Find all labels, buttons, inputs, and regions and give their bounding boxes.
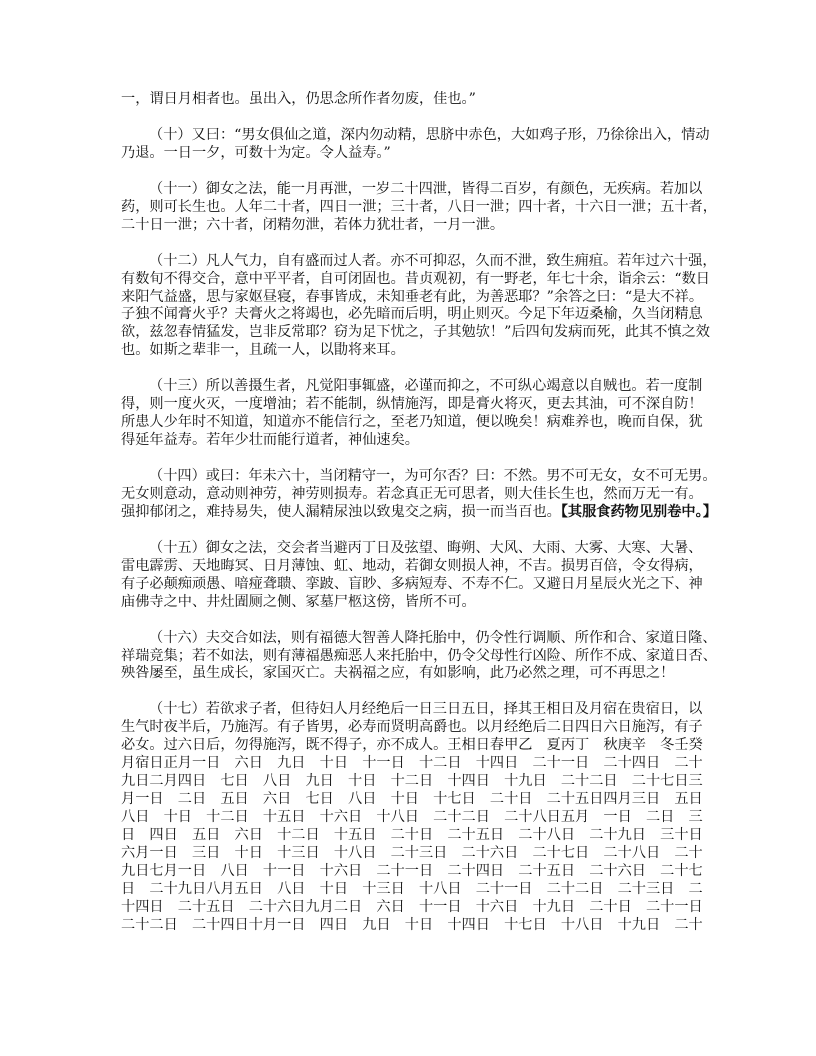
text-line bbox=[121, 324, 710, 342]
line-text: （十四）或曰：年未六十，当闭精守一，为可尔否？曰：不然。男不可无女，女不可无男。 bbox=[149, 468, 717, 484]
line-text: 得，则一度火灭，一度增油；若不能制，纵情施泻，即是膏火将灭，更去其油，可不深自防！ bbox=[121, 396, 703, 413]
line-text: 庙佛寺之中、井灶圊厕之侧、冢墓尸柩这傍，皆所不可。 bbox=[121, 593, 476, 610]
paragraph bbox=[121, 378, 703, 450]
text-line bbox=[121, 575, 703, 594]
line-text: 雷电霹雳、天地晦冥、日月薄蚀、虹、地动，若御女则损人神，不吉。损男百倍，令女得病， bbox=[121, 557, 703, 574]
line-text: 八日 十日 十二日 十五日 十六日 十八日 二十二日 二十八日五月 一日 二日 三 bbox=[121, 809, 703, 825]
line-text: 十四日 二十五日 二十六日九月二日 六日 十一日 十六日 十九日 二十日 二十一日 bbox=[121, 898, 703, 915]
line-text: 无女则意动，意动则神劳，神劳则损寿。若念真正无可思者，则大佳长生也，然而万无一有。 bbox=[121, 485, 703, 502]
line-text: 日 二十九日八月五日 八日 十日 十三日 十八日 二十一日 二十二日 二十三日 二 bbox=[121, 880, 703, 897]
line-text: 六月一日 三日 十日 十三日 十八日 二十三日 二十六日 二十七日 二十八日 二十 bbox=[121, 844, 703, 861]
document-page bbox=[121, 91, 717, 935]
text-line bbox=[121, 414, 703, 432]
line-text: 月一日 二日 五日 六日 七日 八日 十日 十七日 二十日 二十五日四月三日 五日 bbox=[121, 791, 703, 808]
line-text: 月宿日正月一日 六日 九日 十日 十一日 十二日 十四日 二十一日 二十四日 二十 bbox=[121, 755, 703, 772]
text-line bbox=[121, 378, 703, 396]
line-text: 二十日一泄；六十者，闭精勿泄，若体力犹壮者，一月一泄。 bbox=[121, 216, 505, 233]
text-line bbox=[121, 755, 703, 773]
line-text: （十五）御女之法，交会者当避丙丁日及弦望、晦朔、大风、大雨、大雾、大寒、大暑、 bbox=[149, 539, 703, 556]
text-line bbox=[121, 252, 717, 271]
line-text: 也。如斯之辈非一，且疏一人，以勖将来耳。 bbox=[121, 342, 405, 359]
text-line bbox=[121, 396, 703, 414]
line-text: （十三）所以善摄生者，凡觉阳事辄盛，必谨而抑之，不可纵心竭意以自贼也。若一度制 bbox=[149, 378, 703, 395]
text-line bbox=[121, 180, 703, 199]
line-text: 九日七月一日 八日 十一日 十六日 二十一日 二十四日 二十五日 二十六日 二十七 bbox=[121, 862, 703, 879]
continuation-paragraph bbox=[121, 91, 697, 109]
text-line bbox=[121, 306, 703, 324]
line-text: 子独不闻膏火乎？夫膏火之将竭也，必先暗而后明，明止则灭。今足下年迈桑榆，久当闭精息 bbox=[121, 306, 703, 323]
line-text: 殃咎屡至，虽生成长，家国灭亡。夫祸福之应，有如影响，此乃必然之理，可不再思之！ bbox=[121, 665, 675, 682]
line-text: 强抑郁闭之，难持易失，使人漏精尿浊以致鬼交之病，损一而当百也。 bbox=[121, 503, 561, 520]
text-line bbox=[121, 594, 697, 612]
line-text: 日 四日 五日 六日 十二日 十五日 二十日 二十五日 二十八日 二十九日 三十日 bbox=[121, 826, 703, 843]
text-line bbox=[121, 826, 703, 845]
text-line bbox=[121, 665, 697, 683]
text-line bbox=[121, 468, 717, 486]
bracket-note: 【其服食药物见别卷中。】 bbox=[560, 503, 717, 520]
text-line bbox=[121, 485, 703, 504]
paragraph bbox=[121, 126, 710, 163]
text-line bbox=[121, 898, 703, 917]
text-line bbox=[121, 880, 703, 899]
text-line bbox=[121, 557, 703, 576]
text-line bbox=[121, 145, 697, 163]
paragraph bbox=[121, 539, 703, 612]
line-text: 来阳气益盛，思与家妪昼寝，春事皆成，未知垂老有此，为善恶耶？”余答之曰：“是大不祥。 bbox=[121, 288, 704, 305]
text-line bbox=[121, 844, 703, 863]
line-text: 欲，兹忽春情猛发，岂非反常耶？窃为足下忧之，子其勉欤！”后四旬发病而死，此其不慎之效 bbox=[121, 324, 710, 341]
line-text: 所患人少年时不知道，知道亦不能信行之，至老乃知道，便以晚矣！病难养也，晚而自保，犹 bbox=[121, 414, 703, 431]
line-text: 乃退。一日一夕，可数十为定。令人益寿。” bbox=[121, 144, 391, 161]
text-line bbox=[121, 503, 717, 522]
text-line bbox=[121, 629, 717, 648]
text-line bbox=[121, 217, 697, 235]
line-text: 二十二日 二十四日十月一日 四日 九日 十日 十四日 十七日 十八日 十九日 二十 bbox=[121, 916, 703, 933]
line-text: （十一）御女之法，能一月再泄，一岁二十四泄，皆得二百岁，有颜色，无疾病。若加以 bbox=[149, 180, 703, 197]
line-text: （十七）若欲求子者，但待妇人月经绝后一日三日五日，择其王相日及月宿在贵宿日，以 bbox=[149, 701, 703, 718]
paragraph bbox=[121, 468, 717, 522]
text-line bbox=[121, 270, 710, 289]
text-line bbox=[121, 432, 697, 450]
line-text: （十二）凡人气力，自有盛而过人者。亦不可抑忍，久而不泄，致生痈疽。若年过六十强， bbox=[149, 252, 717, 269]
paragraph bbox=[121, 180, 717, 235]
text-line bbox=[121, 809, 703, 827]
text-line bbox=[121, 539, 703, 558]
line-text: 祥瑞竞集；若不如法，则有薄福愚痴恶人来托胎中，仍令父母性行凶险、所作不成、家道日否、 bbox=[121, 647, 717, 664]
line-text: 九日二月四日 七日 八日 九日 十日 十二日 十四日 十九日 二十二日 二十七日三 bbox=[121, 773, 703, 790]
line-text: 有子必颠痴顽愚、喑痖聋聩、挛跛、盲眇、多病短寿、不寿不仁。又避日月星辰火光之下、神 bbox=[121, 575, 703, 592]
line-text: （十）又曰：“男女俱仙之道，深内勿动精，思脐中赤色，大如鸡子形，乃徐徐出入，情动 bbox=[149, 126, 710, 143]
paragraph bbox=[121, 701, 703, 934]
line-text: 药，则可长生也。人年二十者，四日一泄；三十者，八日一泄；四十者，十六日一泄；五十者， bbox=[121, 198, 717, 215]
text-line bbox=[121, 916, 703, 935]
text-line bbox=[121, 198, 717, 217]
line-text: 得延年益寿。若年少壮而能行道者，神仙速矣。 bbox=[121, 432, 419, 449]
text-line bbox=[121, 647, 717, 666]
text-line bbox=[121, 791, 703, 809]
text-line bbox=[121, 773, 703, 791]
line-text: 有数旬不得交合，意中平平者，自可闭固也。昔贞观初，有一野老，年七十余，诣余云：“数日 bbox=[121, 270, 710, 287]
paragraph bbox=[121, 252, 717, 361]
text-line bbox=[121, 701, 703, 719]
text-line bbox=[121, 342, 697, 360]
text-line bbox=[121, 126, 710, 145]
text-line bbox=[121, 862, 703, 881]
line-text: （十六）夫交合如法，则有福德大智善人降托胎中，仍令性行调顺、所作和合、家道日隆、 bbox=[149, 629, 717, 646]
line-text: 生气时夜半后，乃施泻。有子皆男，必寿而贤明高爵也。以月经绝后二日四日六日施泻，有子 bbox=[121, 719, 703, 736]
paragraph bbox=[121, 629, 717, 684]
text-line bbox=[121, 288, 704, 307]
text-line bbox=[121, 737, 703, 755]
text-line bbox=[121, 719, 703, 737]
text-line: 一，谓日月相者也。虽出入，仍思念所作者勿废，佳也。” bbox=[121, 91, 476, 107]
line-text: 必女。过六日后，勿得施泻，既不得子，亦不成人。王相日春甲乙 夏丙丁 秋庚辛 冬壬癸 bbox=[121, 737, 703, 754]
